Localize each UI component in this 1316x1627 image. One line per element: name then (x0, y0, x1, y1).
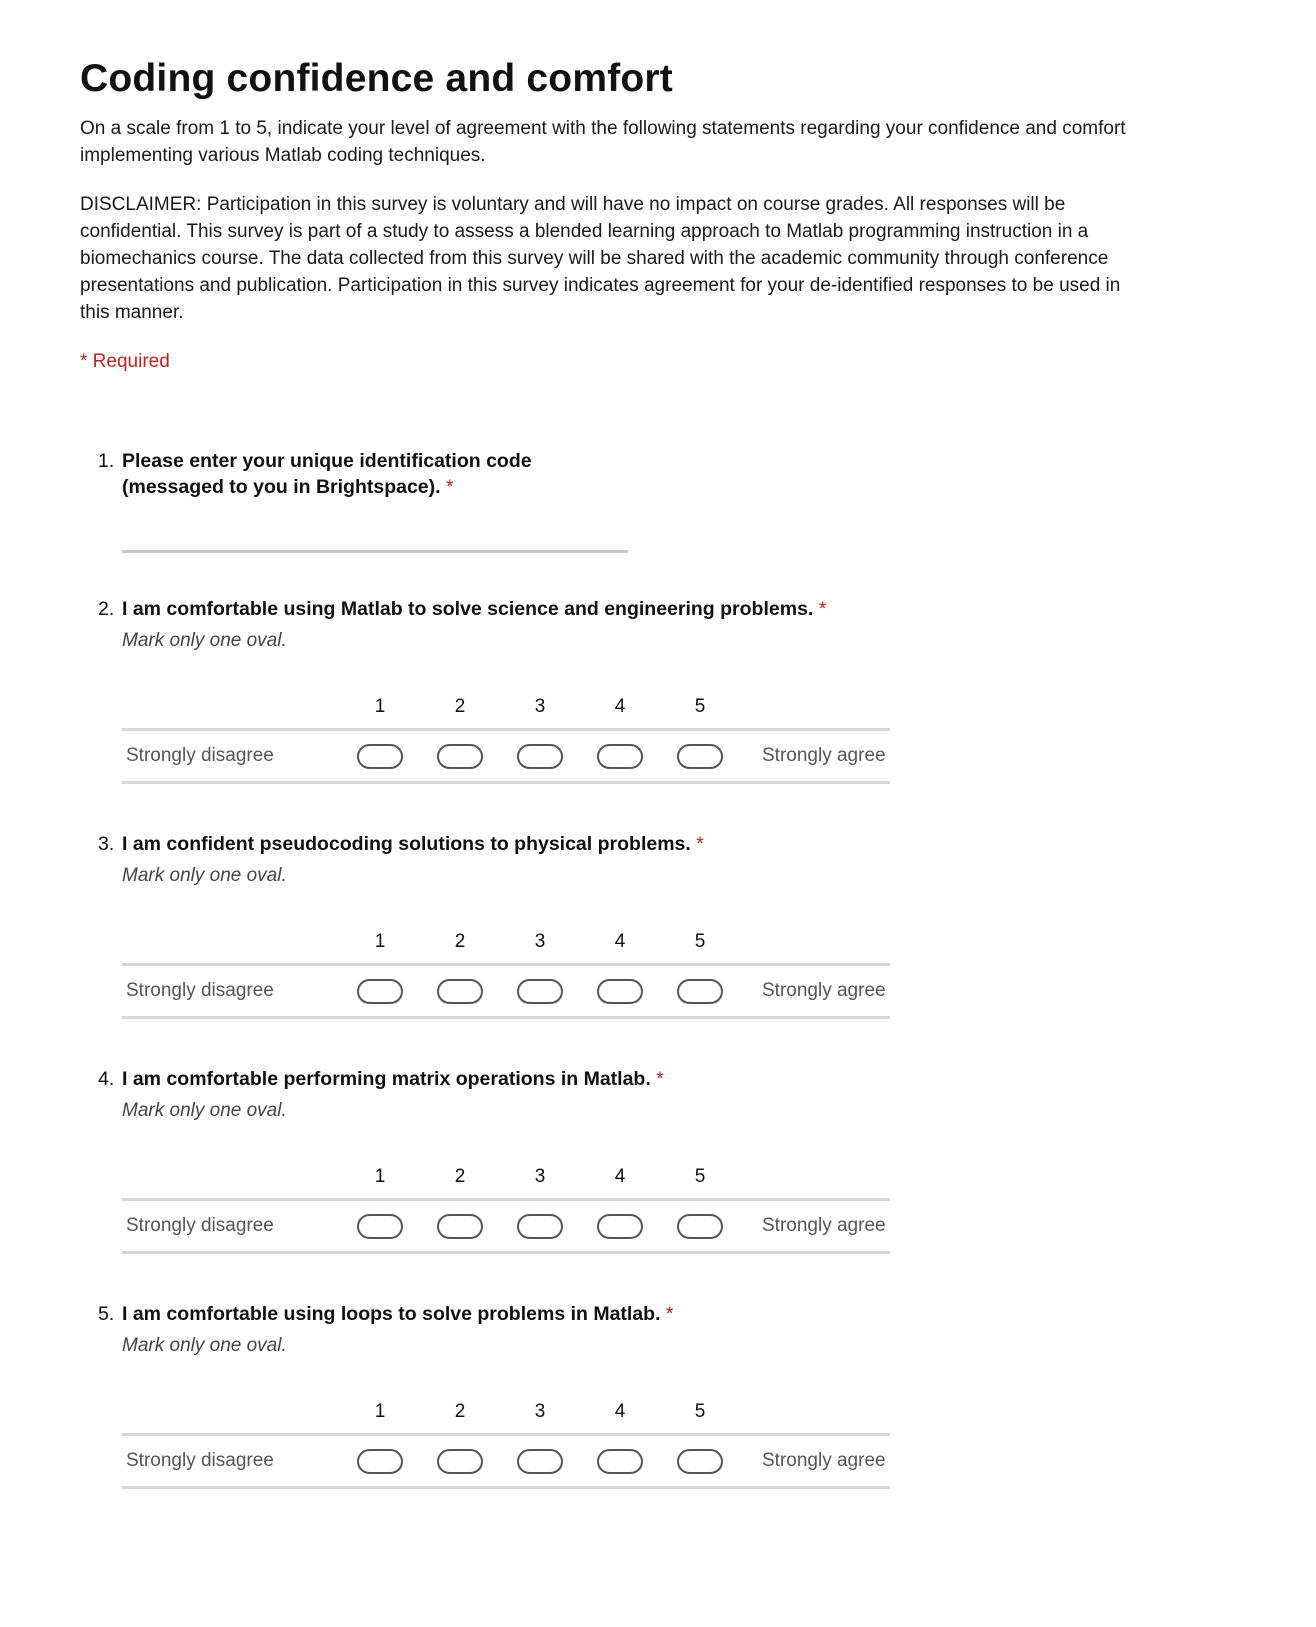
question-label: I am comfortable using loops to solve problems in Matlab. (122, 1303, 661, 1325)
oval-option-5[interactable] (677, 979, 723, 1004)
low-label: Strongly disagree (126, 1450, 274, 1471)
question-number: 3. (98, 833, 115, 855)
oval-group (340, 1214, 740, 1239)
question-number: 1. (98, 450, 115, 472)
required-asterisk: * (818, 598, 827, 620)
scale-numbers (122, 1397, 890, 1427)
question-text-line-1: Please enter your unique identification code (122, 450, 532, 472)
required-asterisk: * (665, 1303, 674, 1325)
scale-number: 4 (614, 696, 626, 717)
oval-option-5[interactable] (677, 1214, 723, 1239)
question-4 (98, 1066, 1098, 1301)
form-title: Coding confidence and comfort (80, 57, 673, 100)
low-label: Strongly disagree (126, 1215, 274, 1236)
oval-option-5[interactable] (677, 1449, 723, 1474)
low-label: Strongly disagree (126, 745, 274, 766)
question-3 (98, 831, 1098, 1066)
scale-number: 1 (374, 1166, 386, 1187)
low-label: Strongly disagree (126, 980, 274, 1001)
oval-option-3[interactable] (517, 1214, 563, 1239)
oval-option-1[interactable] (357, 979, 403, 1004)
oval-option-2[interactable] (437, 1214, 483, 1239)
oval-option-2[interactable] (437, 1449, 483, 1474)
oval-option-1[interactable] (357, 1449, 403, 1474)
required-asterisk: * (445, 476, 454, 498)
question-1 (98, 448, 1098, 596)
oval-group (340, 744, 740, 769)
question-number: 2. (98, 598, 115, 620)
oval-option-3[interactable] (517, 744, 563, 769)
form-description: On a scale from 1 to 5, indicate your level of agreement with the following statements regarding your confidence and comfort implementing various Matlab coding techniques. (80, 118, 1126, 166)
oval-option-4[interactable] (597, 1214, 643, 1239)
scale-row (122, 1198, 890, 1254)
scale-number: 2 (454, 1166, 466, 1187)
scale-number: 3 (534, 1401, 546, 1422)
scale-number: 5 (694, 1166, 706, 1187)
oval-group (340, 979, 740, 1004)
disclaimer-text: DISCLAIMER: Participation in this survey is voluntary and will have no impact on course grades. All responses will be confidential. This survey is part of a study to assess a blended learning approach to Matlab programming instruction in a biomechanics course. The data collected from this survey will be shared with the academic community through conference presentations and publication. Participation in this survey indicates agreement for your de-identified responses to be used in this manner. (80, 194, 1121, 323)
linear-scale (122, 1162, 890, 1254)
question-text (122, 1066, 1098, 1092)
scale-numbers (122, 692, 890, 722)
oval-option-3[interactable] (517, 1449, 563, 1474)
oval-option-3[interactable] (517, 979, 563, 1004)
scale-number: 3 (534, 696, 546, 717)
question-hint: Mark only one oval. (122, 1335, 287, 1356)
question-text (122, 596, 1098, 622)
scale-number: 4 (614, 1401, 626, 1422)
question-hint: Mark only one oval. (122, 865, 287, 886)
linear-scale (122, 692, 890, 784)
oval-option-4[interactable] (597, 744, 643, 769)
high-label: Strongly agree (762, 980, 886, 1001)
oval-option-4[interactable] (597, 1449, 643, 1474)
required-note: * Required (80, 351, 170, 372)
question-hint: Mark only one oval. (122, 1100, 287, 1121)
linear-scale (122, 1397, 890, 1489)
oval-option-5[interactable] (677, 744, 723, 769)
required-asterisk: * (656, 1068, 664, 1090)
required-asterisk: * (696, 833, 704, 855)
scale-number: 4 (614, 931, 626, 952)
identification-code-input[interactable] (122, 550, 628, 553)
scale-number: 2 (454, 931, 466, 952)
high-label: Strongly agree (762, 1215, 886, 1236)
high-label: Strongly agree (762, 745, 886, 766)
scale-row (122, 1433, 890, 1489)
oval-option-2[interactable] (437, 979, 483, 1004)
scale-number: 3 (534, 931, 546, 952)
question-label: I am comfortable using Matlab to solve science and engineering problems. (122, 598, 814, 620)
oval-option-1[interactable] (357, 744, 403, 769)
scale-number: 1 (374, 1401, 386, 1422)
question-text-line-2: (messaged to you in Brightspace). (122, 476, 441, 498)
scale-number: 5 (694, 696, 706, 717)
oval-option-1[interactable] (357, 1214, 403, 1239)
scale-number: 1 (374, 696, 386, 717)
oval-group (340, 1449, 740, 1474)
question-text (122, 1301, 1098, 1327)
question-2 (98, 596, 1098, 831)
question-number: 5. (98, 1303, 115, 1325)
question-label: I am confident pseudocoding solutions to physical problems. (122, 833, 691, 855)
linear-scale (122, 927, 890, 1019)
question-list (98, 448, 1098, 1536)
form-header (80, 56, 1260, 373)
scale-number: 5 (694, 931, 706, 952)
scale-number: 4 (614, 1166, 626, 1187)
scale-number: 3 (534, 1166, 546, 1187)
high-label: Strongly agree (762, 1450, 886, 1471)
scale-number: 2 (454, 1401, 466, 1422)
question-number: 4. (98, 1068, 115, 1090)
scale-number: 2 (454, 696, 466, 717)
question-5 (98, 1301, 1098, 1536)
scale-number: 5 (694, 1401, 706, 1422)
oval-option-4[interactable] (597, 979, 643, 1004)
question-text (122, 831, 1098, 857)
scale-number: 1 (374, 931, 386, 952)
scale-row (122, 963, 890, 1019)
question-label: I am comfortable performing matrix operations in Matlab. (122, 1068, 651, 1090)
scale-row (122, 728, 890, 784)
question-text (122, 448, 1098, 500)
question-hint: Mark only one oval. (122, 630, 287, 651)
scale-numbers (122, 927, 890, 957)
oval-option-2[interactable] (437, 744, 483, 769)
scale-numbers (122, 1162, 890, 1192)
